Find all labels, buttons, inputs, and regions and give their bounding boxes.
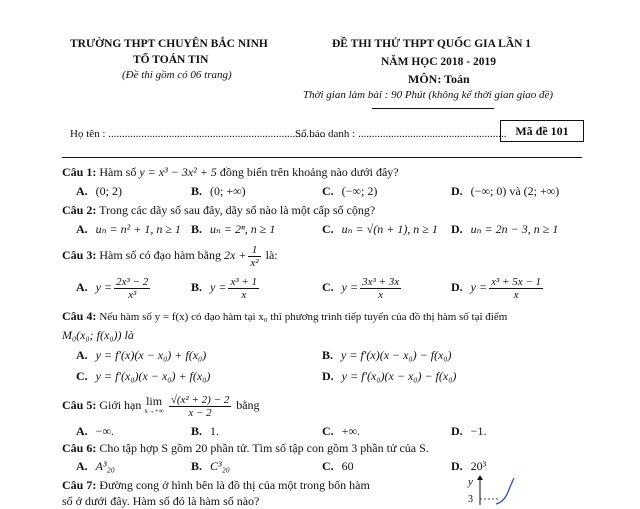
- question-7-stem-line1: Đường cong ở hình bên là đồ thị của một trong bốn hàm: [99, 478, 370, 492]
- question-3-expr: 2x +: [223, 248, 247, 262]
- question-4-stem-line1: Nếu hàm số y = f(x) có đạo hàm tại x₀ thì phương trình tiếp tuyến của đồ thị hàm số tại điểm: [99, 311, 508, 323]
- question-1-stem-a: Hàm số: [99, 165, 140, 179]
- question-5-stem-a: Giới hạn: [99, 398, 145, 412]
- header-underline: [372, 108, 494, 109]
- question-5-limit: lim x→+∞: [144, 394, 164, 416]
- department-name: TỔ TOÁN TIN: [133, 54, 209, 66]
- question-6-stem: Cho tập hợp S gồm 20 phần tử. Tìm số tập con gồm 3 phần tử của S.: [99, 441, 429, 455]
- question-7: [62, 478, 370, 493]
- question-7-graph: [474, 474, 524, 505]
- question-3-stem-b: là:: [262, 248, 278, 262]
- pages-note: (Đề thi gồm có 06 trang): [122, 69, 232, 81]
- q2-option-c[interactable]: C. uₙ = √(n + 1), n ≥ 1: [322, 222, 438, 236]
- question-5-stem-b: bằng: [233, 398, 260, 412]
- question-5-label: Câu 5:: [62, 398, 97, 412]
- question-2-label: Câu 2:: [62, 203, 97, 217]
- question-3-stem-a: Hàm số có đạo hàm bằng: [99, 248, 224, 262]
- candidate-name-field[interactable]: Họ tên : ...............................................................................: [70, 128, 326, 140]
- question-4-label: Câu 4:: [62, 309, 97, 323]
- candidate-number-field[interactable]: Số báo danh : ......................................................: [295, 128, 507, 140]
- q4-option-b[interactable]: B. y = f′(x)(x − x₀) − f(x₀): [322, 348, 452, 362]
- question-1: [62, 165, 399, 180]
- question-7-label: Câu 7:: [62, 478, 97, 492]
- graph-y-axis-label: y: [468, 476, 473, 488]
- q2-option-d[interactable]: D. uₙ = 2n − 3, n ≥ 1: [451, 222, 559, 236]
- question-6-label: Câu 6:: [62, 441, 97, 455]
- q3-option-b[interactable]: B. y = $\frac{\text{x³ + 1}}{x}$: [191, 275, 258, 301]
- q4-option-a[interactable]: A. y = f′(x)(x − x₀) + f(x₀): [76, 348, 207, 362]
- question-1-stem-b: đồng biến trên khoảng nào dưới đây?: [216, 165, 399, 179]
- time-note: Thời gian làm bài : 90 Phút (không kể thời gian giao đề): [303, 89, 554, 101]
- graph-curve: [496, 478, 514, 504]
- school-year: NĂM HỌC 2018 - 2019: [381, 56, 496, 68]
- question-1-formula: y = x³ − 3x² + 5: [139, 165, 217, 179]
- question-6: [62, 441, 429, 456]
- q5-option-a[interactable]: A. −∞.: [76, 424, 114, 438]
- q4-option-d[interactable]: D. y = f′(x₀)(x − x₀) − f(x₀): [322, 369, 457, 383]
- exam-code-box: Mã đề 101: [500, 120, 584, 142]
- exam-title: ĐỀ THI THỬ THPT QUỐC GIA LẦN 1: [332, 38, 532, 50]
- q1-option-a[interactable]: A. (0; 2): [76, 184, 122, 198]
- q4-option-c[interactable]: C. y = f′(x₀)(x − x₀) + f(x₀): [76, 369, 211, 383]
- q1-option-b[interactable]: B. (0; +∞): [191, 184, 246, 198]
- question-3: Câu 3: Hàm số có đạo hàm bằng 2x + $\frac{1}{\text{x²}}$ là:: [62, 243, 278, 269]
- school-name: TRƯỜNG THPT CHUYÊN BẮC NINH: [70, 38, 268, 50]
- q5-option-c[interactable]: C. +∞.: [322, 424, 360, 438]
- question-5: Câu 5: Giới hạn lim x→+∞ $\frac{\text{√(x² + 2) − 2}}{x - 2}$ bằng: [62, 393, 260, 419]
- q3-option-c[interactable]: C. y = $\frac{\text{3x³ + 3x}}{x}$: [322, 275, 400, 301]
- graph-tick-label: 3: [468, 494, 473, 505]
- q1-option-d[interactable]: D. (−∞; 0) và (2; +∞): [451, 184, 560, 198]
- question-3-label: Câu 3:: [62, 248, 97, 262]
- q1-option-c[interactable]: C. (−∞; 2): [322, 184, 378, 198]
- q6-option-a[interactable]: A. A³₂₀: [76, 459, 115, 473]
- question-4: [62, 309, 507, 324]
- q5-option-b[interactable]: B. 1.: [191, 424, 220, 438]
- question-1-label: Câu 1:: [62, 165, 97, 179]
- subject: MÔN: Toán: [408, 72, 470, 86]
- separator-line: [62, 157, 582, 158]
- q5-option-d[interactable]: D. −1.: [451, 424, 487, 438]
- question-4-stem-line2: M₀(x₀; f(x₀)) là: [62, 328, 134, 342]
- q2-option-a[interactable]: A. uₙ = n² + 1, n ≥ 1: [76, 222, 181, 236]
- graph-y-axis-arrow: [477, 475, 483, 480]
- q6-option-c[interactable]: C. 60: [322, 459, 354, 473]
- question-7-stem-line2: số ở dưới đây. Hàm số đó là hàm số nào?: [62, 494, 260, 508]
- q6-option-b[interactable]: B. C³₂₀: [191, 459, 230, 473]
- q3-option-a[interactable]: A. y = $\frac{\text{2x³ − 2}}{\text{x³}}$: [76, 275, 149, 301]
- question-2: [62, 203, 375, 218]
- question-2-stem: Trong các dãy số sau đây, dãy số nào là một cấp số cộng?: [99, 203, 376, 217]
- q6-option-d[interactable]: D. 20³: [451, 459, 487, 473]
- q3-option-d[interactable]: D. y = $\frac{\text{x³ + 5x − 1}}{x}$: [451, 275, 542, 301]
- q2-option-b[interactable]: B. uₙ = 2ⁿ, n ≥ 1: [191, 222, 276, 236]
